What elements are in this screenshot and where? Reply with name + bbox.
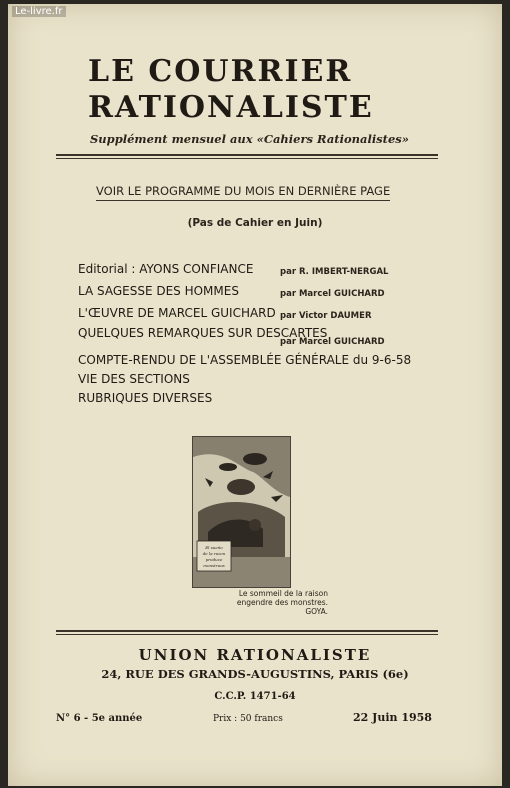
- divider: [56, 158, 438, 159]
- publisher-name: UNION RATIONALISTE: [138, 646, 372, 664]
- price: Prix : 50 francs: [213, 714, 283, 724]
- document-page: [8, 4, 502, 786]
- contents-item-title: L'ŒUVRE DE MARCEL GUICHARD: [78, 306, 276, 320]
- svg-text:El sueño: El sueño: [205, 545, 223, 550]
- svg-text:de la razon: de la razon: [202, 551, 226, 556]
- contents-item-title: QUELQUES REMARQUES SUR DESCARTES: [78, 326, 328, 340]
- contents-item-title: COMPTE-RENDU DE L'ASSEMBLÉE GÉNÉRALE du 9-6-58: [78, 353, 412, 367]
- svg-text:monstruos: monstruos: [203, 563, 225, 568]
- contents-item-author: par Victor DAUMER: [280, 311, 372, 321]
- goya-etching-illustration: [192, 436, 291, 588]
- publisher-address: 24, RUE DES GRANDS-AUGUSTINS, PARIS (6e): [101, 667, 409, 681]
- issue-date: 22 Juin 1958: [353, 711, 432, 724]
- watermark: Le-livre.fr: [12, 6, 66, 17]
- figure-caption-line: Le sommeil de la raison: [238, 589, 328, 598]
- june-note: (Pas de Cahier en Juin): [187, 217, 323, 229]
- contents-item-author: par R. IMBERT-NERGAL: [280, 267, 389, 277]
- masthead-title-line1: LE COURRIER: [88, 54, 353, 89]
- masthead-subtitle: Supplément mensuel aux «Cahiers Rationalistes»: [90, 132, 409, 146]
- etching-artwork: [193, 437, 290, 587]
- contents-item-title: RUBRIQUES DIVERSES: [78, 391, 213, 405]
- figure-caption-credit: GOYA.: [305, 607, 328, 616]
- contents-item-title: LA SAGESSE DES HOMMES: [78, 284, 239, 298]
- contents-item-author: par Marcel GUICHARD: [280, 289, 385, 299]
- program-notice: VOIR LE PROGRAMME DU MOIS EN DERNIÈRE PAGE: [96, 184, 390, 201]
- svg-text:produce: produce: [205, 557, 223, 562]
- divider: [56, 630, 438, 632]
- figure-caption-line: engendre des monstres.: [236, 598, 328, 607]
- divider: [56, 634, 438, 635]
- masthead-title-line2: RATIONALISTE: [88, 90, 374, 125]
- publisher-ccp: C.C.P. 1471-64: [214, 691, 296, 702]
- divider: [56, 154, 438, 156]
- contents-item-title: VIE DES SECTIONS: [78, 372, 190, 386]
- contents-item-author: par Marcel GUICHARD: [280, 337, 385, 347]
- contents-item-title: Editorial : AYONS CONFIANCE: [78, 262, 254, 276]
- issue-number: N° 6 - 5e année: [56, 713, 143, 724]
